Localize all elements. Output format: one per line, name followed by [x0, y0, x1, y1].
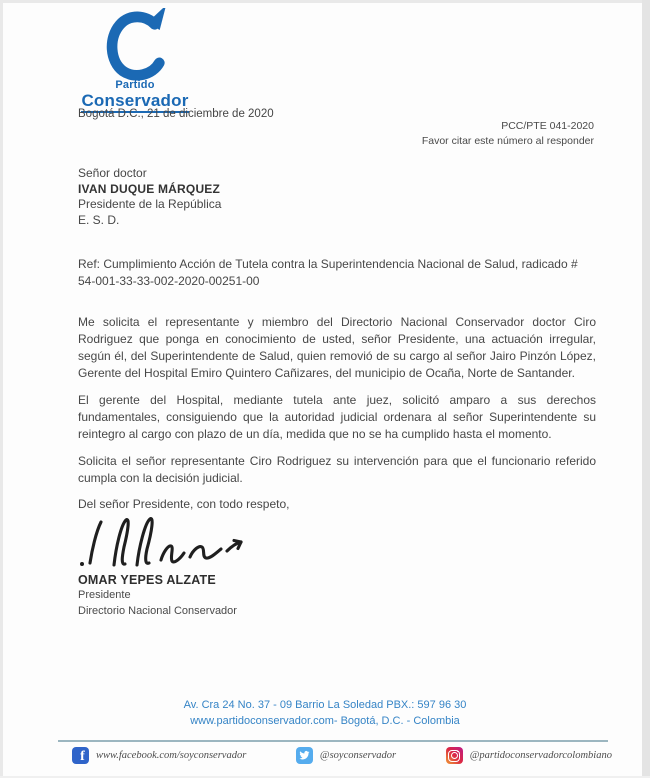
recipient-title: Presidente de la República — [78, 197, 222, 211]
facebook-icon: f — [72, 747, 89, 764]
signature-icon — [74, 513, 264, 573]
subject-line: Ref: Cumplimiento Acción de Tutela contra la Superintendencia Nacional de Salud, radicado # 54-001-33-33-002-2020-00251-00 — [78, 257, 578, 288]
twitter-handle: @soyconservador — [319, 750, 397, 761]
handwritten-signature — [74, 513, 596, 573]
closing-line: Del señor Presidente, con todo respeto, — [78, 497, 290, 511]
signer-organization: Directorio Nacional Conservador — [78, 604, 237, 617]
instagram-handle: @partidoconservadorcolombiano — [469, 750, 612, 761]
twitter-icon — [296, 747, 313, 764]
scan-edge — [0, 0, 650, 3]
instagram-icon — [446, 747, 463, 764]
signer-name: OMAR YEPES ALZATE — [78, 573, 216, 587]
logo-c-arrow-icon — [96, 8, 174, 82]
facebook-handle: www.facebook.com/soyconservador — [96, 750, 247, 761]
scan-edge — [642, 0, 650, 778]
recipient-name: IVAN DUQUE MÁRQUEZ — [78, 181, 221, 196]
footer-address-block — [0, 697, 650, 729]
logo-text-partido: Partido — [115, 79, 155, 91]
recipient-salutation: Señor doctor — [78, 166, 147, 180]
scan-edge — [0, 0, 3, 778]
footer-address: Av. Cra 24 No. 37 - 09 Barrio La Soledad PBX.: 597 96 30 — [183, 699, 467, 711]
partido-conservador-logo — [66, 8, 204, 113]
paragraph-2: El gerente del Hospital, mediante tutela ante juez, solicitó amparo a sus derechos fundamentales, consiguiendo que la autoridad judicial ordenara al señor Superintendente su reintegro al cargo con plazo de un día, medida que no se ha cumplido hasta el momento. — [78, 393, 596, 441]
reference-block — [422, 119, 594, 149]
social-item-facebook — [72, 747, 246, 764]
recipient-block — [78, 166, 221, 228]
paragraph-3: Solicita el señor representante Ciro Rodriguez su intervención para que el funcionario referido cumpla con la decisión judicial. — [78, 454, 596, 485]
letter-body — [78, 314, 596, 619]
social-item-instagram — [446, 747, 612, 764]
footer-web-line: www.partidoconservador.com- Bogotá, D.C. - Colombia — [190, 715, 460, 727]
social-bar — [72, 747, 612, 764]
recipient-esd: E. S. D. — [78, 212, 120, 227]
reference-note: Favor citar este número al responder — [421, 135, 594, 147]
signer-title: Presidente — [78, 589, 131, 601]
logo-text-conservador: Conservador — [81, 91, 188, 113]
reference-code: PCC/PTE 041-2020 — [501, 120, 594, 132]
social-item-twitter — [296, 747, 396, 764]
footer-divider — [58, 740, 608, 742]
date-line: Bogotá D.C., 21 de diciembre de 2020 — [78, 108, 274, 120]
paragraph-1: Me solicita el representante y miembro del Directorio Nacional Conservador doctor Ciro Rodriguez que ponga en conocimiento de usted, señor Presidente, una actuación irregular, según él, del Superintendente de Salud, quien removió de su cargo al señor Jairo Pinzón López, Gerente del Hospital Emiro Quintero Cañizares, del municipio de Ocaña, Norte de Santander. — [78, 315, 596, 380]
